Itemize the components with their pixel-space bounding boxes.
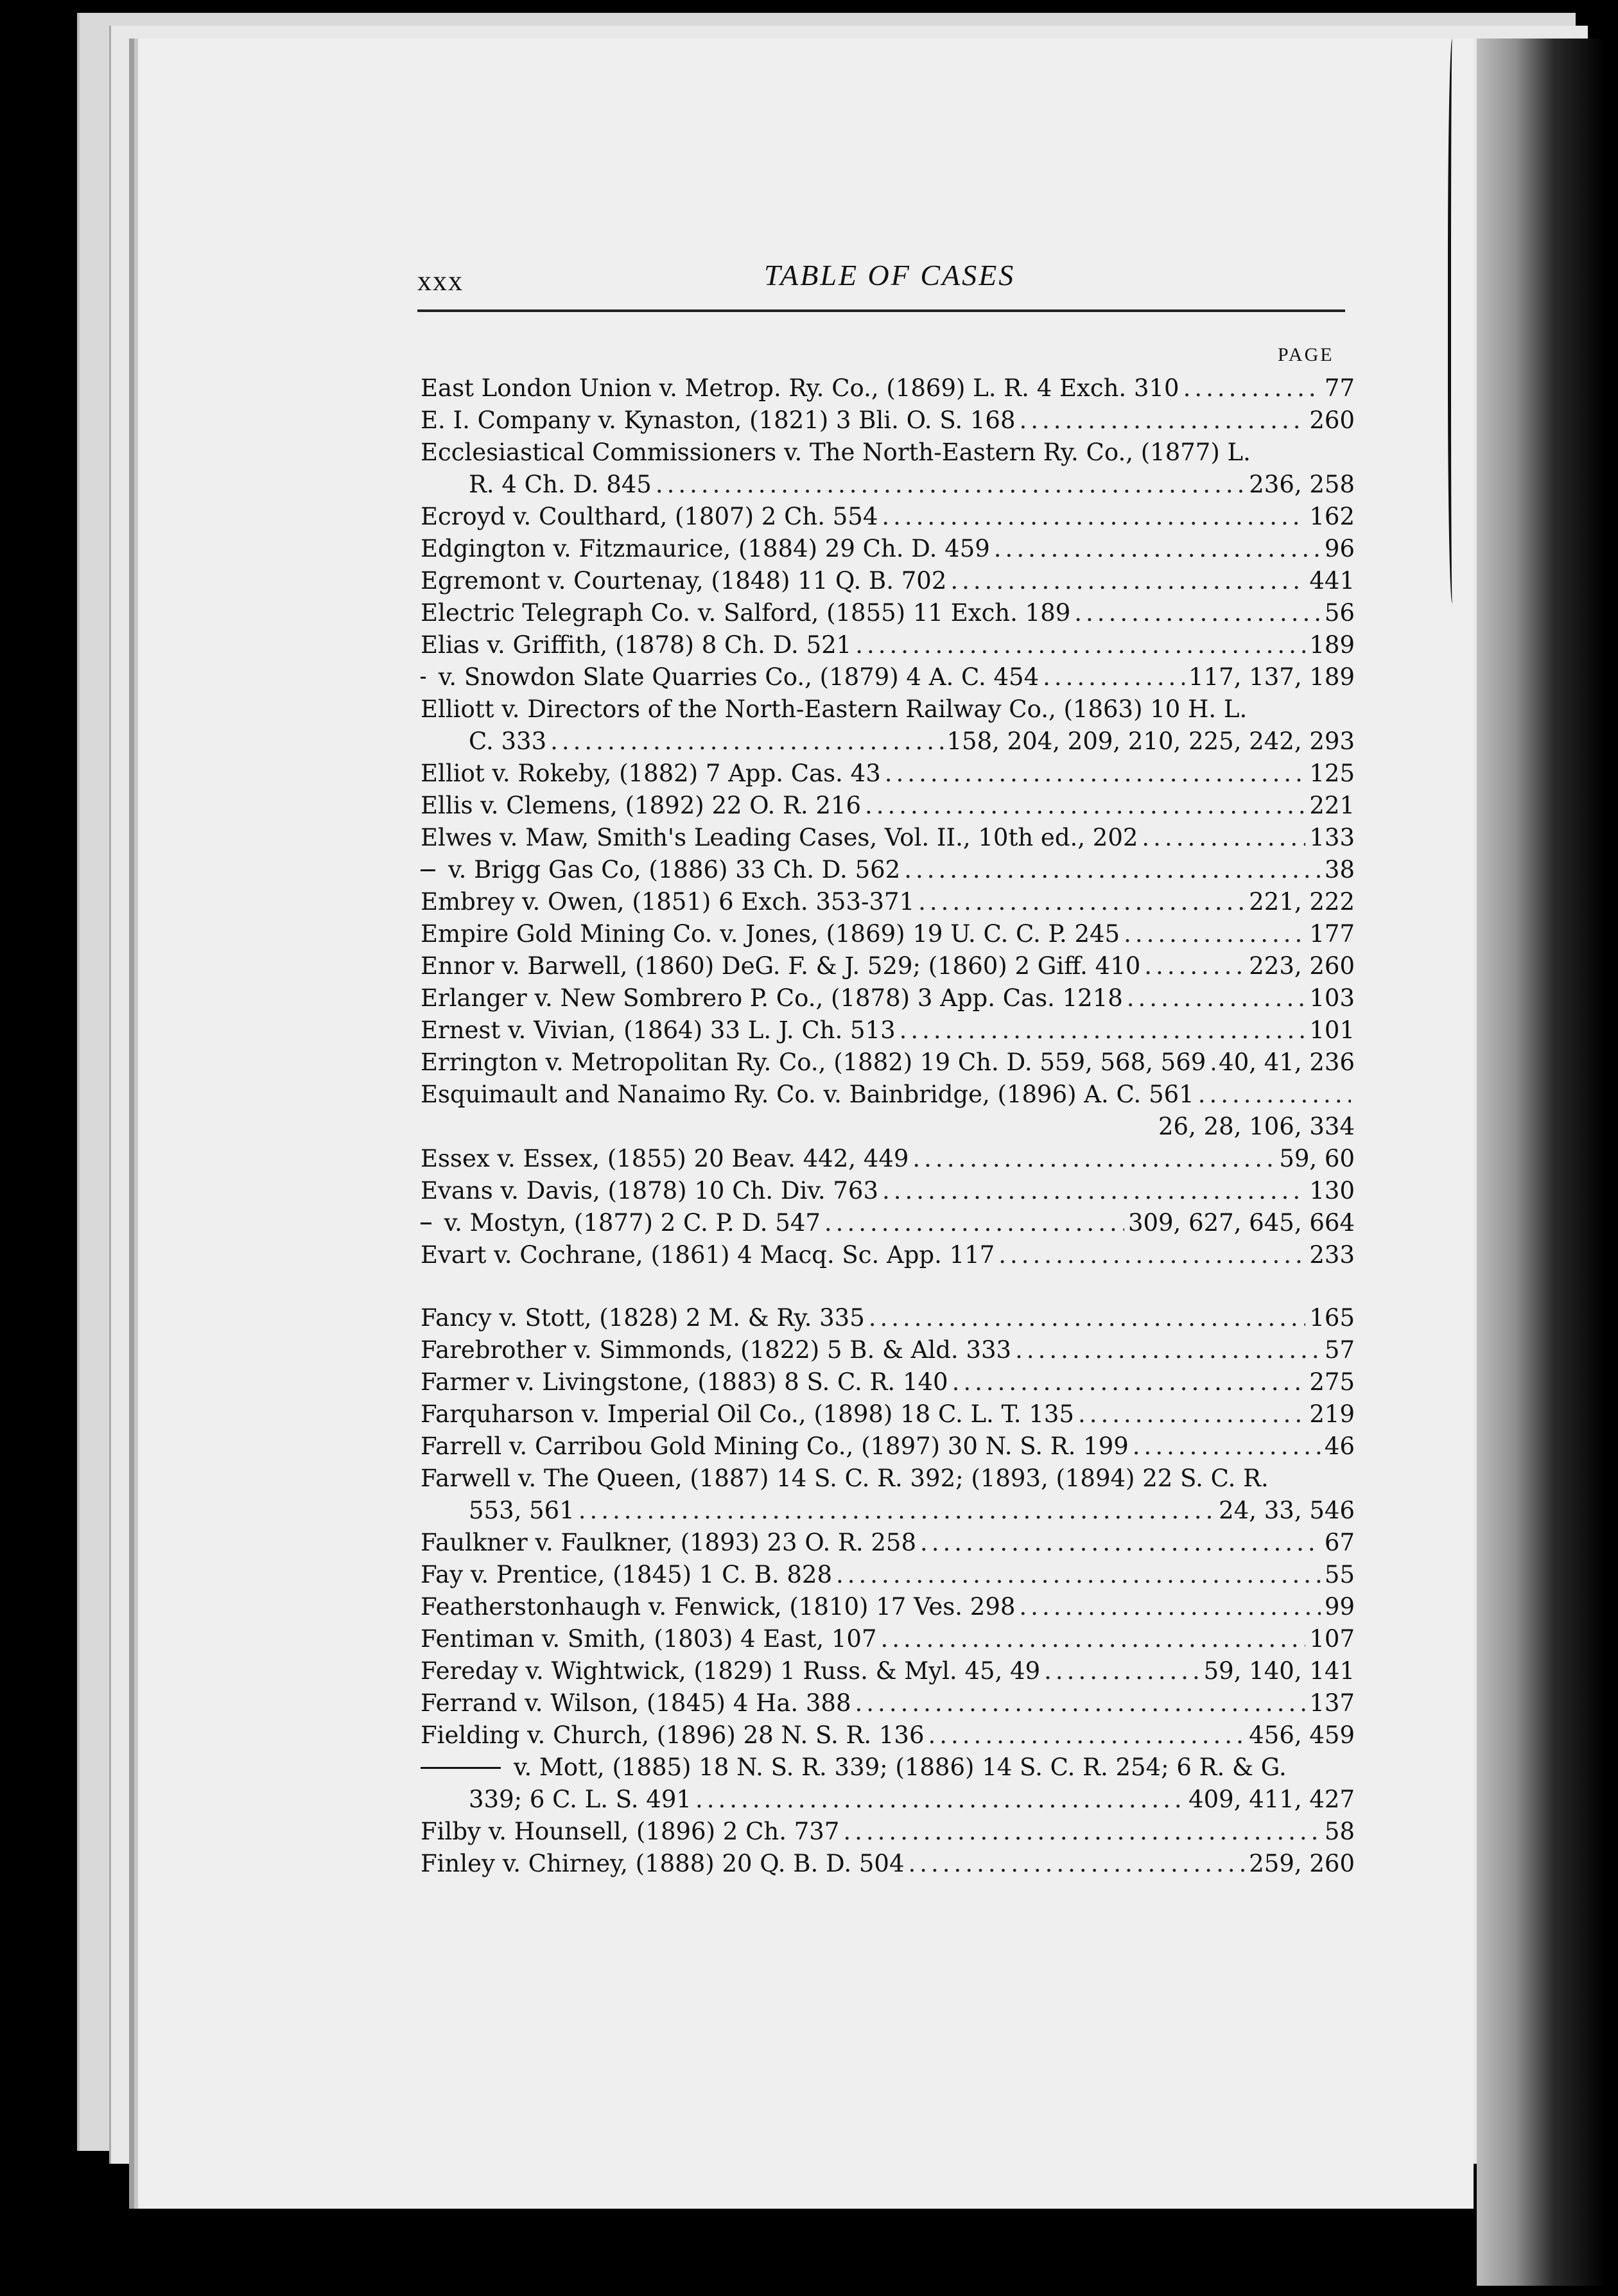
- page-references: 236, 258: [1249, 471, 1355, 498]
- page-references: 309, 627, 645, 664: [1127, 1209, 1355, 1237]
- entry-line: [421, 1014, 1355, 1047]
- case-citation: Fielding v. Church, (1896) 28 N. S. R. 136: [421, 1721, 925, 1749]
- case-citation: Erlanger v. New Sombrero P. Co., (1878) 3 App. Cas. 1218: [421, 984, 1123, 1012]
- case-citation: Fereday v. Wightwick, (1829) 1 Russ. & Myl. 45, 49: [421, 1657, 1041, 1685]
- case-citation: Elliot v. Rokeby, (1882) 7 App. Cas. 43: [421, 760, 881, 787]
- entry-line: [421, 1366, 1355, 1398]
- dot-leader: [904, 854, 1321, 886]
- entry-line: [421, 533, 1355, 565]
- page-references: 117, 137, 189: [1188, 663, 1355, 691]
- page-references: 57: [1324, 1336, 1355, 1364]
- entry-line: [421, 950, 1355, 982]
- case-citation: Egremont v. Courtenay, (1848) 11 Q. B. 702: [421, 567, 947, 595]
- case-entry: [421, 372, 1355, 404]
- entry-line: [421, 1398, 1355, 1431]
- case-citation: C. 333: [469, 727, 547, 755]
- dot-leader: [1133, 1431, 1321, 1463]
- dot-leader: [1210, 1047, 1215, 1079]
- case-citation: Essex v. Essex, (1855) 20 Beav. 442, 449: [421, 1145, 909, 1172]
- case-citation: 553, 561: [469, 1497, 575, 1524]
- entry-line: [421, 1207, 1355, 1239]
- page-references: 177: [1309, 920, 1355, 948]
- dot-leader: [909, 1848, 1246, 1880]
- case-citation: Ecclesiastical Commissioners v. The North-Eastern Ry. Co., (1877) L.: [421, 439, 1251, 466]
- entry-line: [421, 1527, 1355, 1559]
- case-citation: Electric Telegraph Co. v. Salford, (1855) 11 Exch. 189: [421, 599, 1071, 627]
- page-references: 46: [1324, 1432, 1355, 1460]
- case-entry: [421, 1207, 1355, 1239]
- case-citation: Ennor v. Barwell, (1860) DeG. F. & J. 529; (1860) 2 Giff. 410: [421, 952, 1141, 980]
- case-citation: Ellis v. Clemens, (1892) 22 O. R. 216: [421, 792, 861, 819]
- entry-line: [421, 790, 1355, 822]
- entry-line: [421, 1431, 1355, 1463]
- case-entry: [421, 565, 1355, 597]
- case-entry: [421, 1687, 1355, 1719]
- case-entry: [421, 1655, 1355, 1687]
- case-entry: [421, 1752, 1355, 1816]
- entry-line: [421, 1079, 1355, 1111]
- dot-leader: [1015, 1334, 1321, 1366]
- dot-leader: [881, 1623, 1306, 1655]
- page-references: 40, 41, 236: [1219, 1048, 1355, 1076]
- page-references: 158, 204, 209, 210, 225, 242, 293: [946, 727, 1355, 755]
- case-entry: [421, 950, 1355, 982]
- page-references: 67: [1324, 1529, 1355, 1556]
- dot-leader: [855, 629, 1305, 661]
- case-entry: [421, 1463, 1355, 1527]
- entry-line: [421, 693, 1355, 726]
- page-references: 221, 222: [1249, 888, 1355, 916]
- case-citation: Esquimault and Nanaimo Ry. Co. v. Bainbridge, (1896) A. C. 561: [421, 1081, 1194, 1108]
- case-entry: [421, 1366, 1355, 1398]
- case-citation: 339; 6 C. L. S. 491: [469, 1786, 692, 1813]
- entry-line: [421, 1655, 1355, 1687]
- page-references: 275: [1309, 1368, 1355, 1396]
- case-entry: [421, 1431, 1355, 1463]
- case-citation: v. Mott, (1885) 18 N. S. R. 339; (1886) 14 S. C. R. 254; 6 R. & G.: [514, 1753, 1287, 1781]
- dot-leader: [824, 1207, 1124, 1239]
- dot-leader: [1144, 950, 1245, 982]
- case-entry: [421, 758, 1355, 790]
- case-citation: Ecroyd v. Coulthard, (1807) 2 Ch. 554: [421, 503, 878, 530]
- dot-leader: [952, 1366, 1306, 1398]
- case-entry: [421, 437, 1355, 501]
- case-citation: Elwes v. Maw, Smith's Leading Cases, Vol. II., 10th ed., 202: [421, 824, 1138, 851]
- case-citation: Farwell v. The Queen, (1887) 14 S. C. R. 392; (1893, (1894) 22 S. C. R.: [421, 1465, 1269, 1492]
- page-references: 219: [1309, 1400, 1355, 1428]
- entry-line: [421, 982, 1355, 1014]
- entry-line: [421, 1111, 1355, 1143]
- entry-line: [421, 918, 1355, 950]
- entry-line: [421, 629, 1355, 661]
- case-entry: [421, 1398, 1355, 1431]
- entry-line: [421, 1784, 1355, 1816]
- entry-line: [421, 1175, 1355, 1207]
- case-entry: [421, 533, 1355, 565]
- case-citation: Farrell v. Carribou Gold Mining Co., (1897) 30 N. S. R. 199: [421, 1432, 1129, 1460]
- case-entry: [421, 1816, 1355, 1848]
- case-citation: v. Mostyn, (1877) 2 C. P. D. 547: [444, 1209, 821, 1237]
- case-citation: Filby v. Hounsell, (1896) 2 Ch. 737: [421, 1818, 840, 1845]
- case-citation: Farquharson v. Imperial Oil Co., (1898) 18 C. L. T. 135: [421, 1400, 1074, 1428]
- case-entry: [421, 404, 1355, 437]
- ditto-dash: [421, 869, 435, 871]
- page-references: 99: [1324, 1593, 1355, 1621]
- entry-line: [421, 661, 1355, 693]
- dot-leader: [900, 1014, 1306, 1047]
- entry-line: [421, 1719, 1355, 1752]
- entry-line: [421, 1047, 1355, 1079]
- case-citation: Ernest v. Vivian, (1864) 33 L. J. Ch. 513: [421, 1016, 896, 1044]
- case-entry: [421, 661, 1355, 693]
- case-entry: [421, 597, 1355, 629]
- page-references: 133: [1309, 824, 1355, 851]
- dot-leader: [1124, 918, 1305, 950]
- entry-line: [421, 1302, 1355, 1334]
- dot-leader: [1074, 597, 1321, 629]
- entry-line: [421, 469, 1355, 501]
- case-citation: Evart v. Cochrane, (1861) 4 Macq. Sc. App. 117: [421, 1241, 995, 1269]
- entry-line: [421, 1495, 1355, 1527]
- dot-leader: [1078, 1398, 1305, 1431]
- case-citation: Featherstonhaugh v. Fenwick, (1810) 17 Ves. 298: [421, 1593, 1016, 1621]
- dot-leader: [550, 726, 943, 758]
- case-citation: Fay v. Prentice, (1845) 1 C. B. 828: [421, 1561, 833, 1588]
- case-entry: [421, 918, 1355, 950]
- dot-leader: [1198, 1079, 1351, 1111]
- ditto-dash: [421, 1222, 431, 1224]
- page-references: 103: [1309, 984, 1355, 1012]
- dot-leader: [882, 1175, 1305, 1207]
- case-citation: Ferrand v. Wilson, (1845) 4 Ha. 388: [421, 1689, 851, 1717]
- case-citation: Edgington v. Fitzmaurice, (1884) 29 Ch. D. 459: [421, 535, 990, 562]
- page-references: 38: [1324, 856, 1355, 883]
- entry-line: [421, 854, 1355, 886]
- running-title: TABLE OF CASES: [764, 259, 1016, 291]
- case-entry: [421, 1302, 1355, 1334]
- case-entry: [421, 1239, 1355, 1271]
- page-references: 130: [1309, 1177, 1355, 1205]
- facing-page-edge: [1477, 39, 1605, 2286]
- dot-leader: [836, 1559, 1321, 1591]
- case-citation: Elias v. Griffith, (1878) 8 Ch. D. 521: [421, 631, 852, 659]
- entry-line: [421, 758, 1355, 790]
- case-citation: Evans v. Davis, (1878) 10 Ch. Div. 763: [421, 1177, 879, 1205]
- dot-leader: [998, 1239, 1305, 1271]
- entry-line: [421, 1334, 1355, 1366]
- section-gap: [421, 1271, 1355, 1302]
- page-references: 221: [1309, 792, 1355, 819]
- case-citation: Errington v. Metropolitan Ry. Co., (1882) 19 Ch. D. 559, 568, 569: [421, 1048, 1206, 1076]
- page-references: 260: [1309, 406, 1355, 434]
- entry-line: [421, 597, 1355, 629]
- page-references: 233: [1309, 1241, 1355, 1269]
- case-entry: [421, 1591, 1355, 1623]
- entry-line: [421, 1239, 1355, 1271]
- entry-line: [421, 1463, 1355, 1495]
- case-entry: [421, 693, 1355, 758]
- page-references: 456, 459: [1249, 1721, 1355, 1749]
- dot-leader: [1044, 1655, 1199, 1687]
- case-entry: [421, 1334, 1355, 1366]
- dot-leader: [882, 501, 1305, 533]
- case-entry: [421, 1143, 1355, 1175]
- entry-line: [421, 1591, 1355, 1623]
- page-references: 259, 260: [1249, 1850, 1355, 1877]
- case-citation: v. Snowdon Slate Quarries Co., (1879) 4 A. C. 454: [438, 663, 1040, 691]
- torn-page-edge: [1448, 39, 1459, 604]
- page-references: 137: [1309, 1689, 1355, 1717]
- case-citation: Empire Gold Mining Co. v. Jones, (1869) 19 U. C. C. P. 245: [421, 920, 1120, 948]
- page-references: 162: [1309, 503, 1355, 530]
- case-entry: [421, 501, 1355, 533]
- entry-line: [421, 437, 1355, 469]
- case-entry: [421, 1175, 1355, 1207]
- entry-line: [421, 822, 1355, 854]
- case-entry: [421, 1047, 1355, 1079]
- dot-leader: [1020, 404, 1306, 437]
- page-references: 125: [1309, 760, 1355, 787]
- page-references: 409, 411, 427: [1188, 1786, 1355, 1813]
- case-citation: Elliott v. Directors of the North-Eastern Railway Co., (1863) 10 H. L.: [421, 695, 1248, 723]
- page-references: 441: [1309, 567, 1355, 595]
- entry-line: [421, 886, 1355, 918]
- entry-line: [421, 1687, 1355, 1719]
- case-entry: [421, 1559, 1355, 1591]
- dot-leader: [912, 1143, 1275, 1175]
- page-references: 165: [1309, 1304, 1355, 1332]
- dot-leader: [1183, 372, 1321, 404]
- dot-leader: [869, 1302, 1306, 1334]
- dot-leader: [578, 1495, 1215, 1527]
- ditto-dash: [421, 1767, 501, 1769]
- dot-leader: [843, 1816, 1321, 1848]
- case-citation: Farebrother v. Simmonds, (1822) 5 B. & Ald. 333: [421, 1336, 1012, 1364]
- page-references: 77: [1324, 374, 1355, 402]
- dot-leader: [1019, 1591, 1320, 1623]
- entry-line: [421, 372, 1355, 404]
- dot-leader: [865, 790, 1305, 822]
- entry-line: [421, 1816, 1355, 1848]
- case-citation: R. 4 Ch. D. 845: [469, 471, 652, 498]
- case-entry: [421, 1527, 1355, 1559]
- case-citation: Finley v. Chirney, (1888) 20 Q. B. D. 504: [421, 1850, 905, 1877]
- page-references: 107: [1309, 1625, 1355, 1653]
- entry-line: [421, 726, 1355, 758]
- case-entry: [421, 854, 1355, 886]
- page-references: 24, 33, 546: [1219, 1497, 1355, 1524]
- case-entry: [421, 1623, 1355, 1655]
- case-entry: [421, 1014, 1355, 1047]
- dot-leader: [920, 1527, 1321, 1559]
- dot-leader: [885, 758, 1306, 790]
- case-citation: E. I. Company v. Kynaston, (1821) 3 Bli. O. S. 168: [421, 406, 1016, 434]
- case-citation: Embrey v. Owen, (1851) 6 Exch. 353-371: [421, 888, 915, 916]
- case-citation: Farmer v. Livingstone, (1883) 8 S. C. R. 140: [421, 1368, 948, 1396]
- entry-line: [421, 404, 1355, 437]
- case-citation: Faulkner v. Faulkner, (1893) 23 O. R. 258: [421, 1529, 917, 1556]
- page-references: 26, 28, 106, 334: [1158, 1113, 1355, 1140]
- entry-line: [421, 501, 1355, 533]
- dot-leader: [1043, 661, 1185, 693]
- case-citation: Fancy v. Stott, (1828) 2 M. & Ry. 335: [421, 1304, 865, 1332]
- folio-number: xxx: [417, 265, 464, 297]
- case-entry: [421, 629, 1355, 661]
- page-references: 223, 260: [1249, 952, 1355, 980]
- entry-line: [421, 1623, 1355, 1655]
- dot-leader: [1127, 982, 1306, 1014]
- ditto-dash: [421, 677, 426, 679]
- page-header: [417, 257, 1345, 309]
- case-entry: [421, 790, 1355, 822]
- case-entry: [421, 1848, 1355, 1880]
- page-references: 55: [1324, 1561, 1355, 1588]
- case-citation: v. Brigg Gas Co, (1886) 33 Ch. D. 562: [448, 856, 901, 883]
- header-rule: [417, 309, 1345, 312]
- case-citation: Fentiman v. Smith, (1803) 4 East, 107: [421, 1625, 877, 1653]
- table-of-cases: [421, 372, 1355, 1880]
- page-references: 56: [1324, 599, 1355, 627]
- entry-line: [421, 1848, 1355, 1880]
- page-references: 58: [1324, 1818, 1355, 1845]
- dot-leader: [656, 469, 1245, 501]
- page-references: 96: [1324, 535, 1355, 562]
- case-entry: [421, 1719, 1355, 1752]
- dot-leader: [994, 533, 1321, 565]
- dot-leader: [1142, 822, 1305, 854]
- page-references: 189: [1309, 631, 1355, 659]
- dot-leader: [918, 886, 1245, 918]
- page-references: 101: [1309, 1016, 1355, 1044]
- entry-line: [421, 565, 1355, 597]
- dot-leader: [855, 1687, 1306, 1719]
- entry-line: [421, 1559, 1355, 1591]
- page-references: 59, 140, 141: [1203, 1657, 1355, 1685]
- dot-leader: [928, 1719, 1246, 1752]
- case-entry: [421, 822, 1355, 854]
- dot-leader: [950, 565, 1305, 597]
- case-entry: [421, 1079, 1355, 1143]
- page-column-label: PAGE: [1278, 344, 1334, 365]
- case-entry: [421, 886, 1355, 918]
- case-citation: East London Union v. Metrop. Ry. Co., (1869) L. R. 4 Exch. 310: [421, 374, 1179, 402]
- entry-line: [421, 1752, 1355, 1784]
- dot-leader: [695, 1784, 1185, 1816]
- entry-line: [421, 1143, 1355, 1175]
- page-references: 59, 60: [1279, 1145, 1355, 1172]
- case-entry: [421, 982, 1355, 1014]
